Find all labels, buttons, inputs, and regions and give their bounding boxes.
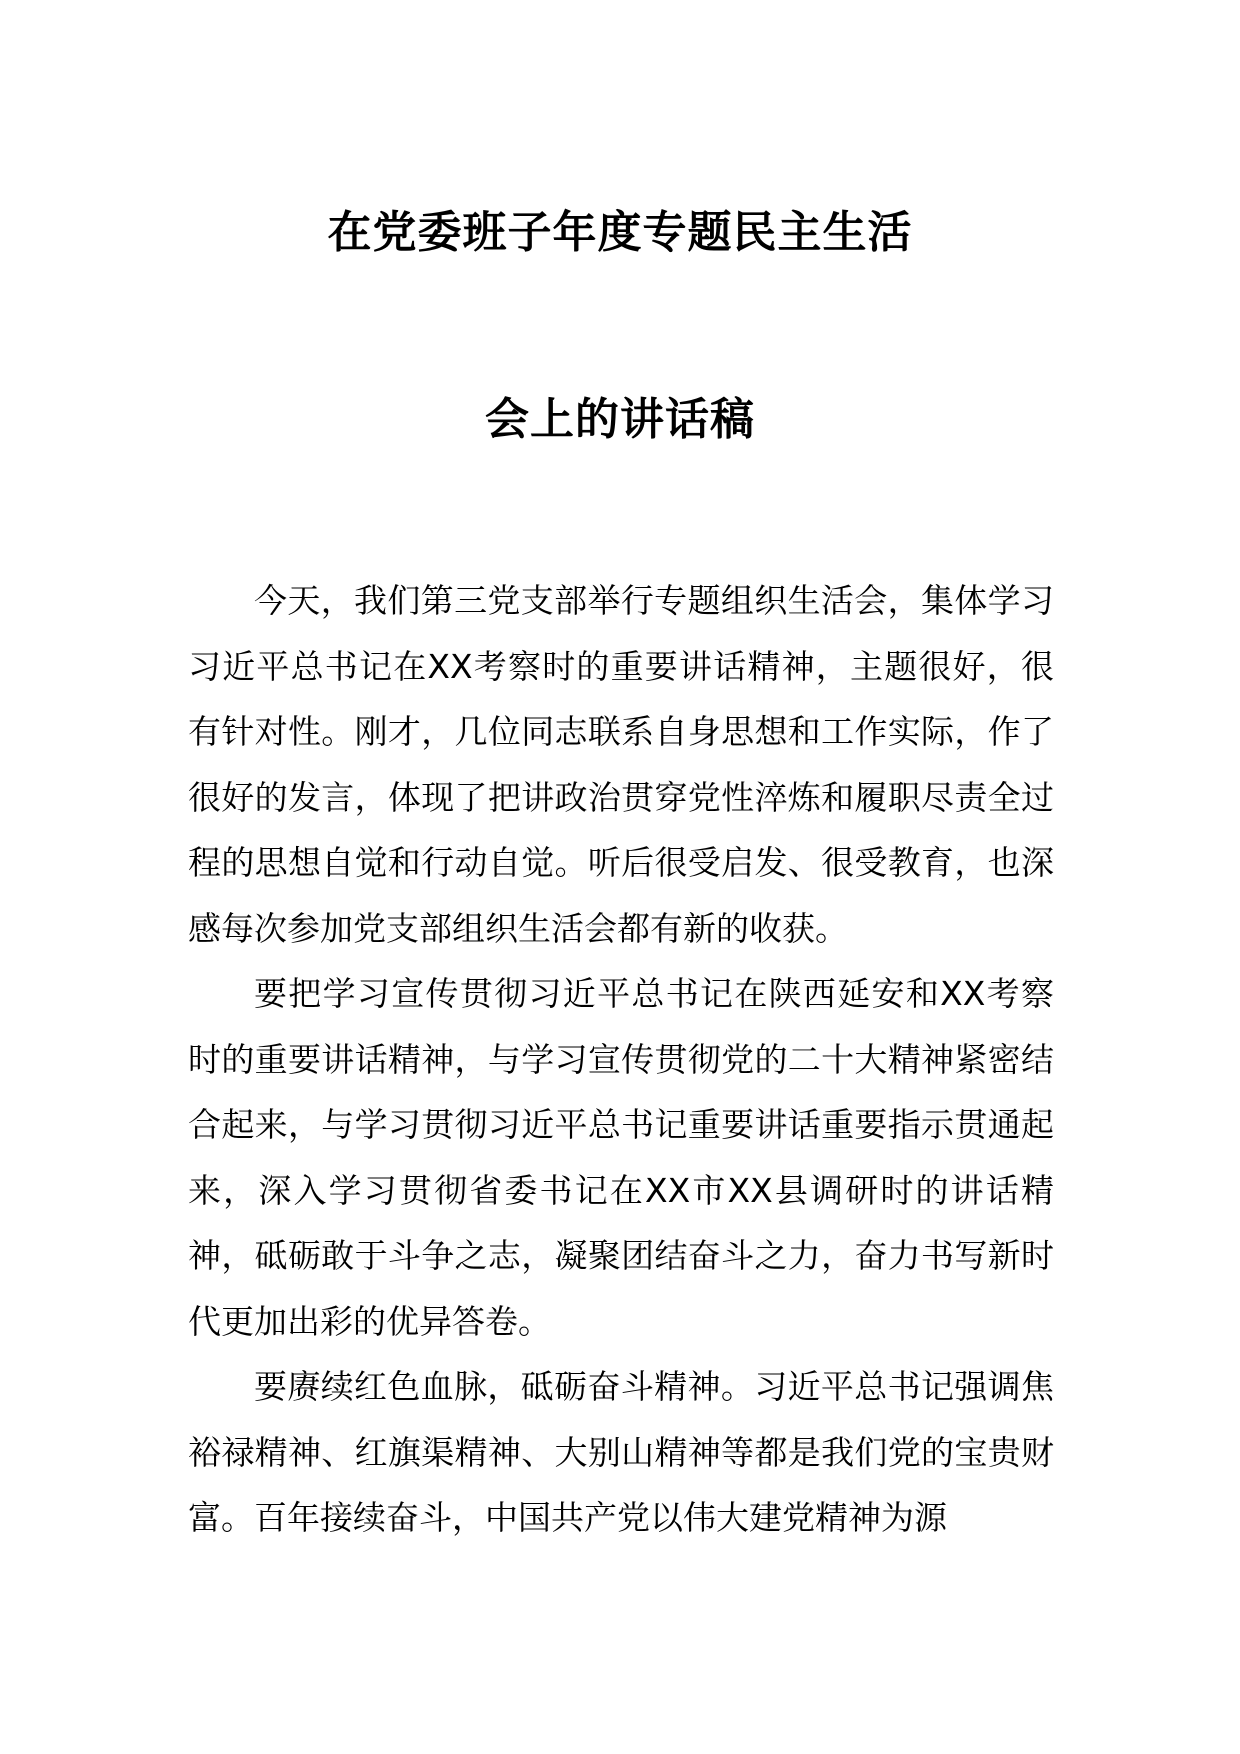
document-title-line-1: 在党委班子年度专题民主生活 bbox=[327, 207, 913, 258]
body-paragraph-2: 要把学习宣传贯彻习近平总书记在陕西延安和XX考察时的重要讲话精神，与学习宣传贯彻党的二十大精神紧密结合起来，与学习贯彻习近平总书记重要讲话重要指示贯通起来，深入学习贯彻省委书记在XX市XX县调研时的讲话精神，砥砺敢于斗争之志，凝聚团结奋斗之力，奋力书写新时代更加出彩的优异答卷。 bbox=[188, 974, 1054, 1341]
body-paragraph-1: 今天，我们第三党支部举行专题组织生活会，集体学习习近平总书记在XX考察时的重要讲话精神，主题很好，很有针对性。刚才，几位同志联系自身思想和工作实际，作了很好的发言，体现了把讲政治贯穿党性淬炼和履职尽责全过程的思想自觉和行动自觉。听后很受启发、很受教育，也深感每次参加党支部组织生活会都有新的收获。 bbox=[188, 581, 1054, 948]
body-paragraph-3: 要赓续红色血脉，砥砺奋斗精神。习近平总书记强调焦裕禄精神、红旗渠精神、大别山精神等都是我们党的宝贵财富。百年接续奋斗，中国共产党以伟大建党精神为源 bbox=[188, 1367, 1054, 1537]
document-body bbox=[188, 568, 1054, 1551]
document-title-line-2: 会上的讲话稿 bbox=[485, 394, 755, 445]
